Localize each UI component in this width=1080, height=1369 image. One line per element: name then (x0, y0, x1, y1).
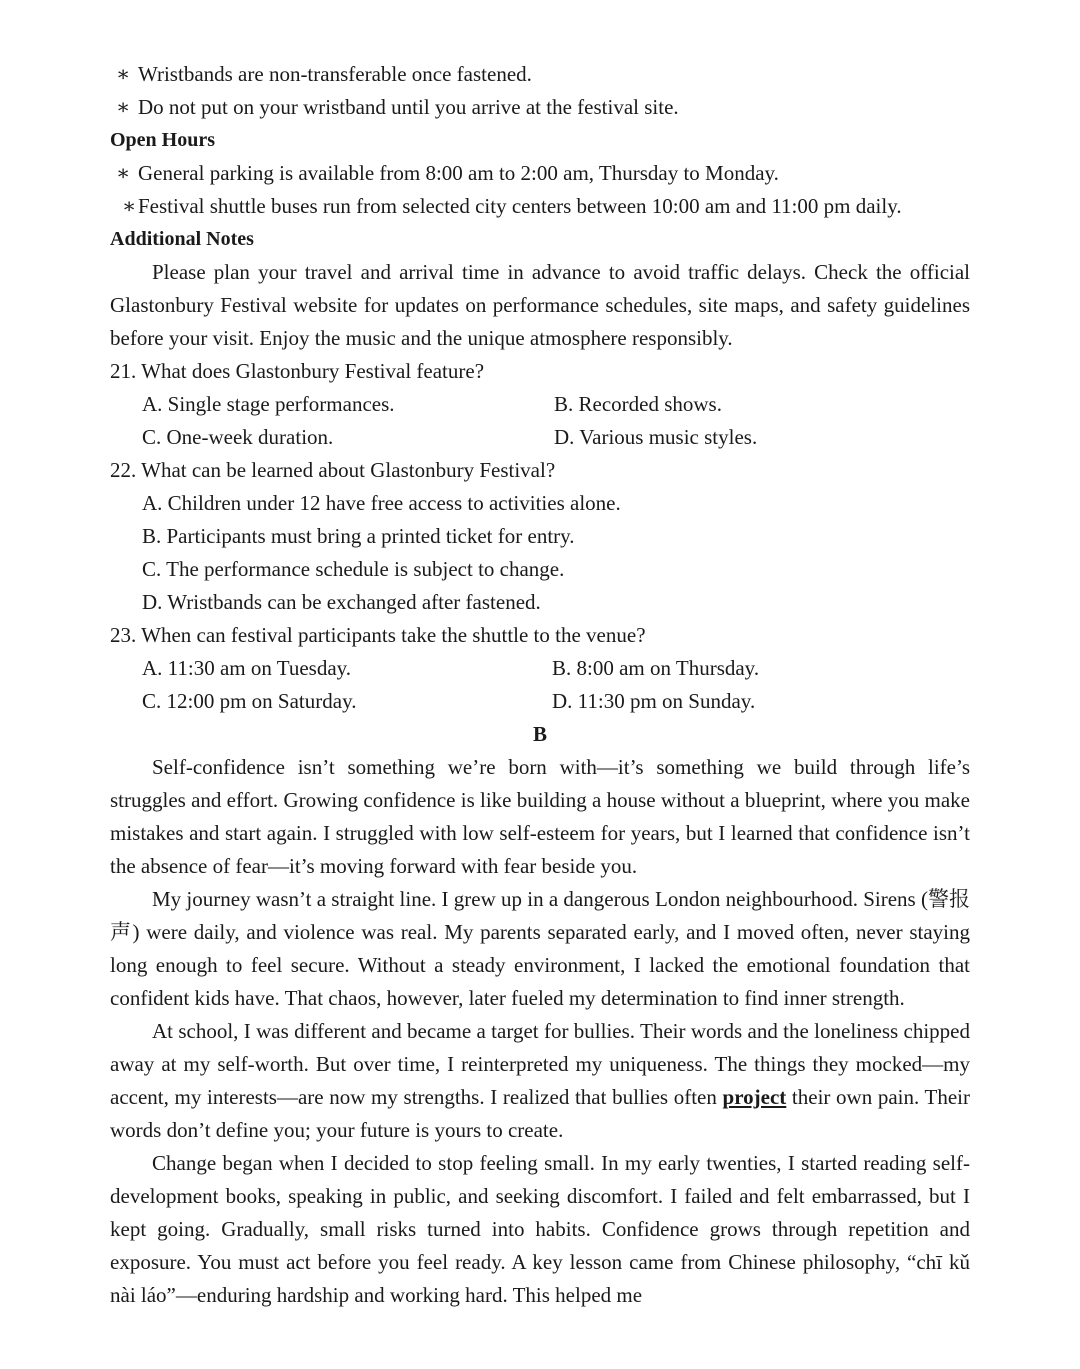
open-hours-heading: Open Hours (110, 129, 216, 151)
section-b-heading: B (532, 722, 547, 746)
asterisk-bullet-icon: ∗ (116, 95, 131, 119)
question-22-option-d[interactable]: D. Wristbands can be exchanged after fastened. (142, 590, 541, 614)
question-21-options-row-1 (110, 388, 970, 421)
asterisk-bullet-icon: ∗ (116, 62, 131, 86)
passage-b-paragraph-1: Self-confidence isn’t something we’re born with—it’s something we build through life’s struggles and effort. Growing confidence is like building a house without a blueprint, where you make mistakes and start again. I struggled with low self-esteem for years, but I learned that confidence isn’t the absence of fear—it’s moving forward with fear beside you. (110, 755, 970, 878)
question-22-option-b[interactable]: B. Participants must bring a printed ticket for entry. (142, 524, 575, 548)
question-23-option-b[interactable]: B. 8:00 am on Thursday. (552, 656, 760, 680)
underlined-word-project: project (722, 1085, 787, 1109)
rule-bullet-wristband-timing: ∗ Do not put on your wristband until you arrive at the festival site. (110, 91, 970, 124)
question-21-option-a[interactable]: A. Single stage performances. (142, 392, 395, 416)
passage-b-paragraph-2: My journey wasn’t a straight line. I grew up in a dangerous London neighbourhood. Sirens (警报声) were daily, and violence was real. My parents separated early, and I moved often, never staying long enough to feel secure. Without a steady environment, I lacked the emotional foundation that confident kids have. That chaos, however, later fueled my determination to find inner strength. (110, 887, 970, 1010)
question-23-option-c[interactable]: C. 12:00 pm on Saturday. (142, 689, 357, 713)
question-21-option-b[interactable]: B. Recorded shows. (554, 392, 722, 416)
question-23-options-row-1 (110, 652, 970, 685)
additional-notes-text: Please plan your travel and arrival time in advance to avoid traffic delays. Check the official Glastonbury Festival website for updates on performance schedules, site maps, and safety guidelines before your visit. Enjoy the music and the unique atmosphere responsibly. (110, 260, 970, 350)
question-21-option-d[interactable]: D. Various music styles. (554, 425, 758, 449)
asterisk-bullet-icon: ∗ (116, 161, 131, 185)
passage-b-paragraph-3: At school, I was different and became a target for bullies. Their words and the loneliness chipped away at my self-worth. But over time, I reinterpreted my uniqueness. The things they mocked—my accent, my interests—are now my strengths. I realized that bullies often project their own pain. Their words don’t define you; your future is yours to create. (110, 1019, 970, 1142)
exam-page (110, 58, 970, 1312)
question-23-option-d[interactable]: D. 11:30 pm on Sunday. (552, 689, 756, 713)
additional-notes-heading: Additional Notes (110, 228, 254, 250)
question-23-option-a[interactable]: A. 11:30 am on Tuesday. (142, 656, 352, 680)
question-21-options-row-2 (110, 421, 970, 454)
question-22-option-a[interactable]: A. Children under 12 have free access to activities alone. (142, 491, 621, 515)
question-21-stem: 21. What does Glastonbury Festival feature? (110, 359, 485, 383)
question-23-stem: 23. When can festival participants take the shuttle to the venue? (110, 623, 646, 647)
passage-b-paragraph-4: Change began when I decided to stop feeling small. In my early twenties, I started reading self-development books, speaking in public, and seeking discomfort. I failed and felt embarrassed, but I kept going. Gradually, small risks turned into habits. Confidence grows through repetition and exposure. You must act before you feel ready. A key lesson came from Chinese philosophy, “chī kǔ nài láo”—enduring hardship and working hard. This helped me (110, 1151, 970, 1307)
rule-bullet-non-transferable: ∗ Wristbands are non-transferable once fastened. (110, 58, 970, 91)
question-22-stem: 22. What can be learned about Glastonbury Festival? (110, 458, 556, 482)
question-22-option-c[interactable]: C. The performance schedule is subject to change. (142, 557, 565, 581)
asterisk-bullet-icon: ∗ (122, 194, 137, 218)
open-hours-parking: ∗ General parking is available from 8:00 am to 2:00 am, Thursday to Monday. (110, 157, 970, 190)
open-hours-shuttle: ∗Festival shuttle buses run from selected city centers between 10:00 am and 11:00 pm daily. (104, 190, 970, 223)
question-21-option-c[interactable]: C. One-week duration. (142, 425, 334, 449)
question-23-options-row-2 (110, 685, 970, 718)
